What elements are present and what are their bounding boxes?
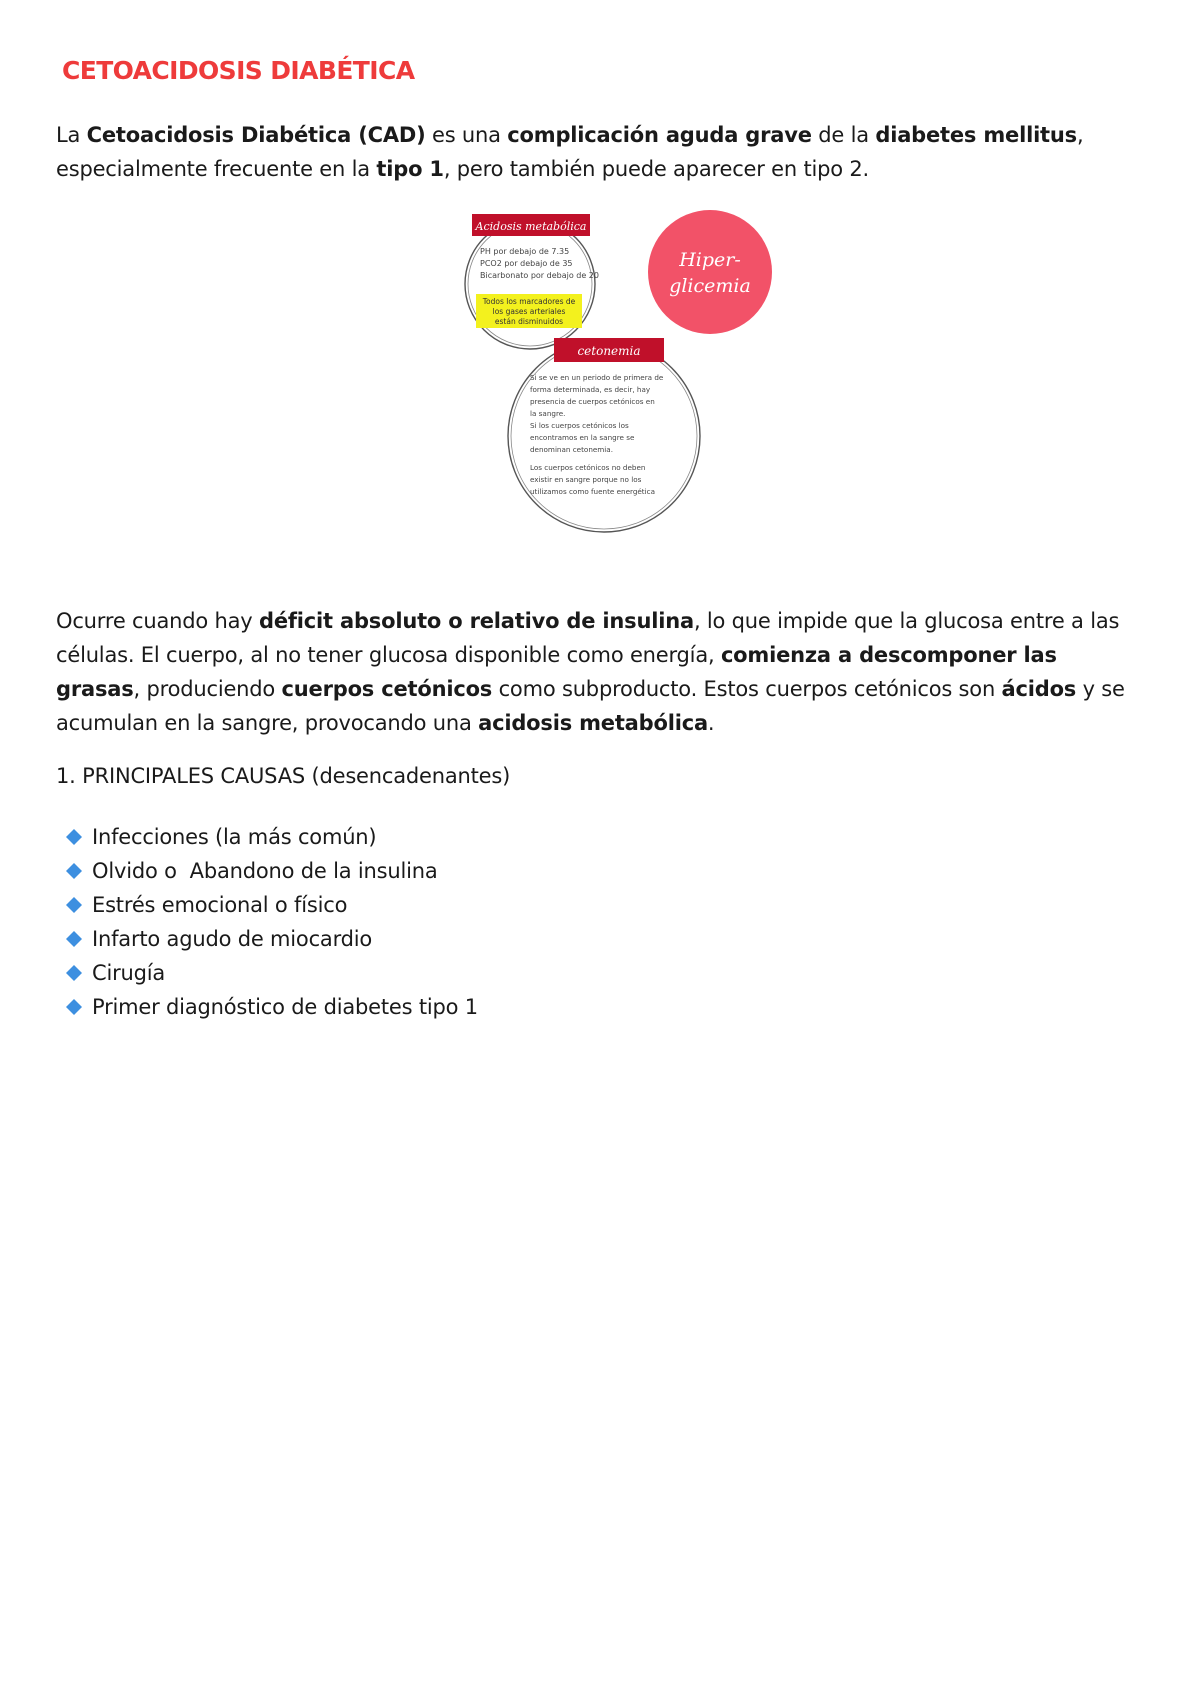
hyperglycemia-label: Hiper-: [679, 249, 741, 271]
ketonemia-circle: [508, 338, 700, 532]
ketonemia-line: presencia de cuerpos cetónicos en: [530, 397, 655, 406]
mechanism-text: , lo que impide que la glucosa entre a las células. El cuerpo, al no tener glucosa disponible como energía,: [56, 609, 1120, 667]
cause-item: [64, 854, 478, 888]
acidosis-circle: [465, 214, 599, 349]
cause-item: [64, 956, 478, 990]
mechanism-bold-term: ácidos: [1001, 677, 1077, 701]
cause-text: Infecciones (la más común): [92, 825, 377, 849]
intro-bold-term: diabetes mellitus: [875, 123, 1077, 147]
acidosis-item: PCO2 por debajo de 35: [480, 259, 573, 268]
causes-list: [64, 820, 478, 1024]
hyperglycemia-label: glicemia: [669, 275, 751, 297]
cause-item: [64, 820, 478, 854]
cause-text: Primer diagnóstico de diabetes tipo 1: [92, 995, 478, 1019]
document-title: CETOACIDOSIS DIABÉTICA: [62, 56, 415, 85]
acidosis-item: Bicarbonato por debajo de 20: [480, 271, 599, 280]
ketonemia-line: forma determinada, es decir, hay: [530, 385, 651, 394]
causes-heading: 1. PRINCIPALES CAUSAS (desencadenantes): [56, 764, 511, 788]
blue-diamond-icon: [64, 997, 84, 1017]
cause-item: [64, 922, 478, 956]
acidosis-note-line: están disminuidos: [494, 317, 564, 326]
ketonemia-line: la sangre.: [530, 409, 566, 418]
acidosis-note-line: los gases arteriales: [492, 307, 566, 316]
blue-diamond-icon: [64, 963, 84, 983]
ketonemia-line: Los cuerpos cetónicos no deben: [530, 463, 646, 472]
intro-bold-term: tipo 1: [376, 157, 444, 181]
ketonemia-line: encontramos en la sangre se: [530, 433, 635, 442]
mechanism-text: como subproducto. Estos cuerpos cetónicos son: [492, 677, 1002, 701]
cad-infographic-figure: [460, 200, 780, 540]
blue-diamond-icon: [64, 929, 84, 949]
mechanism-text: , produciendo: [133, 677, 282, 701]
cause-item: [64, 990, 478, 1024]
ketonemia-line: utilizamos como fuente energética: [530, 487, 655, 496]
intro-text: La: [56, 123, 87, 147]
cause-text: Estrés emocional o físico: [92, 893, 348, 917]
blue-diamond-icon: [64, 827, 84, 847]
intro-paragraph: [56, 118, 1146, 186]
intro-bold-term: complicación aguda grave: [507, 123, 812, 147]
mechanism-text: Ocurre cuando hay: [56, 609, 259, 633]
mechanism-bold-term: acidosis metabólica: [478, 711, 708, 735]
cause-text: Olvido o Abandono de la insulina: [92, 859, 438, 883]
cause-text: Cirugía: [92, 961, 166, 985]
ketonemia-line: denominan cetonemia.: [530, 445, 613, 454]
mechanism-text: y se acumulan en la sangre, provocando una: [56, 677, 1125, 735]
mechanism-paragraph: [56, 604, 1146, 740]
acidosis-note-line: Todos los marcadores de: [482, 297, 576, 306]
acidosis-item: PH por debajo de 7.35: [480, 247, 570, 256]
ketonemia-header: cetonemia: [577, 344, 641, 358]
mechanism-bold-term: cuerpos cetónicos: [281, 677, 493, 701]
blue-diamond-icon: [64, 895, 84, 915]
intro-text: , especialmente frecuente en la: [56, 123, 1084, 181]
acidosis-header: Acidosis metabólica: [475, 220, 587, 233]
mechanism-bold-term: déficit absoluto o relativo de insulina: [259, 609, 694, 633]
hyperglycemia-circle: [648, 210, 772, 334]
blue-diamond-icon: [64, 861, 84, 881]
intro-text: es una: [425, 123, 508, 147]
cause-text: Infarto agudo de miocardio: [92, 927, 373, 951]
intro-text: , pero también puede aparecer en tipo 2.: [443, 157, 870, 181]
cause-item: [64, 888, 478, 922]
intro-bold-term: Cetoacidosis Diabética (CAD): [86, 123, 426, 147]
mechanism-text: .: [707, 711, 715, 735]
ketonemia-line: existir en sangre porque no los: [530, 475, 642, 484]
ketonemia-line: Si los cuerpos cetónicos los: [530, 421, 629, 430]
ketonemia-line: Si se ve en un periodo de primera de: [530, 373, 664, 382]
mechanism-bold-term: comienza a descomponer las grasas: [56, 643, 1057, 701]
intro-text: de la: [811, 123, 876, 147]
